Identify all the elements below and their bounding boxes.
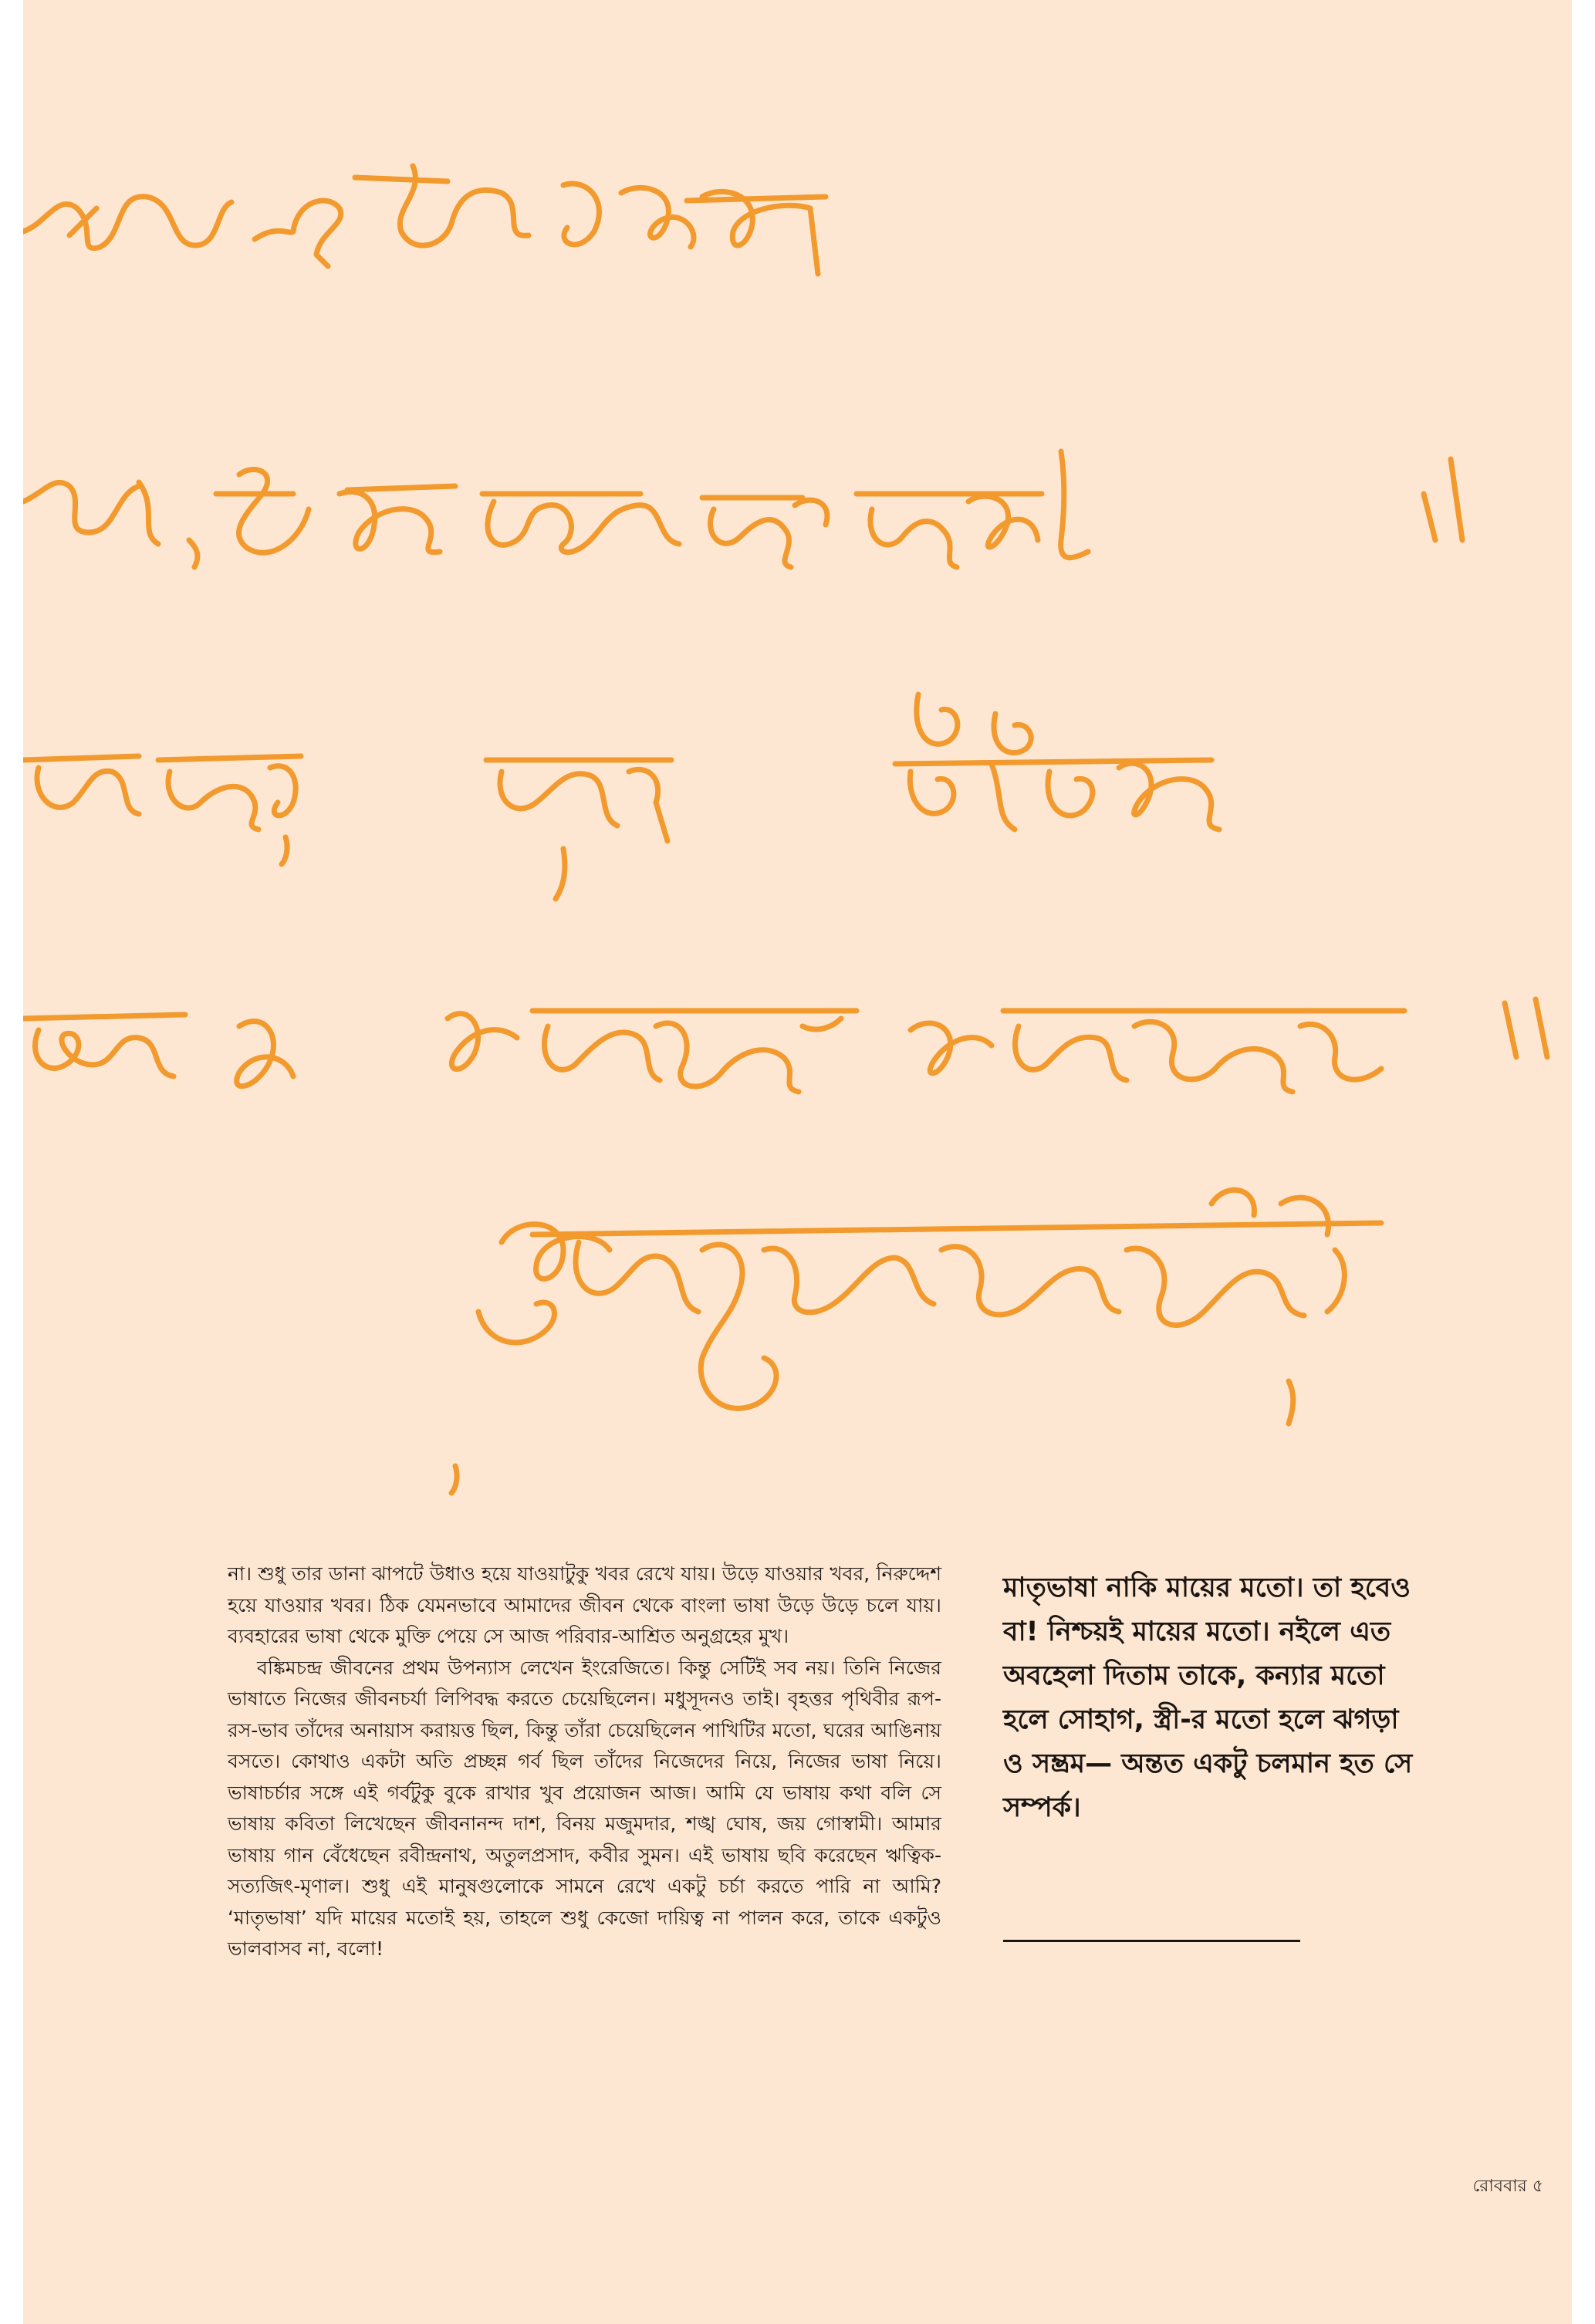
handwritten-line-3 bbox=[23, 694, 1219, 899]
article-paragraph-1: না। শুধু তার ডানা ঝাপটে উধাও হয়ে যাওয়াটুকু খবর রেখে যায়। উড়ে যাওয়ার খবর, নিরুদ্দেশ হয়ে যাওয়ার খবর। ঠিক যেমনভাবে আমাদের জীবন থেকে বাংলা ভাষা উড়ে উড়ে চলে যায়। ব্যবহারের ভাষা থেকে মুক্তি পেয়ে সে আজ পরিবার-আশ্রিত অনুগ্রহের মুখ। bbox=[228, 1562, 941, 1647]
page-background bbox=[23, 0, 1572, 2324]
handwritten-line-1 bbox=[23, 166, 826, 274]
handwritten-line-2 bbox=[23, 451, 1462, 567]
page-footer: রোববার ৫ bbox=[1472, 2177, 1543, 2196]
handwritten-line-4 bbox=[23, 999, 1547, 1092]
article-paragraph-2: বঙ্কিমচন্দ্র জীবনের প্রথম উপন্যাস লেখেন ইংরেজিতে। কিন্তু সেটিই সব নয়। তিনি নিজের ভাষাতে নিজের জীবনচর্যা লিপিবদ্ধ করতে চেয়েছিলেন। মধুসূদনও তাই। বৃহত্তর পৃথিবীর রূপ-রস-ভাব তাঁদের অনায়াস করায়ত্ত ছিল, কিন্তু তাঁরা চেয়েছিলেন পাখিটির মতো, ঘরের আঙিনায় বসতে। কোথাও একটা অতি প্রচ্ছন্ন গর্ব ছিল তাঁদের নিজেদের নিয়ে, নিজের ভাষা নিয়ে। ভাষাচর্চার সঙ্গে এই গর্বটুকু বুকে রাখার খুব প্রয়োজন আজ। আমি যে ভাষায় কথা বলি সে ভাষায় কবিতা লিখেছেন জীবনানন্দ দাশ, বিনয় মজুমদার, শঙ্খ ঘোষ, জয় গোস্বামী। আমার ভাষায় গান বেঁধেছেন রবীন্দ্রনাথ, অতুলপ্রসাদ, কবীর সুমন। এই ভাষায় ছবি করেছেন ঋত্বিক-সত্যজিৎ-মৃণাল। শুধু এই মানুষগুলোকে সামনে রেখে একটু চর্চা করতে পারি না আমি? ‘মাতৃভাষা’ যদি মায়ের মতোই হয়, তাহলে শুধু কেজো দায়িত্ব না পালন করে, তাকে একটুও ভালবাসব না, বলো! bbox=[228, 1656, 941, 1960]
handwritten-signature bbox=[451, 1190, 1381, 1493]
handwritten-poem-image bbox=[23, 0, 1572, 1512]
pull-quote: মাতৃভাষা নাকি মায়ের মতো। তা হবেও বা! নিশ্চয়ই মায়ের মতো। নইলে এত অবহেলা দিতাম তাকে, কন্যার মতো হলে সোহাগ, স্ত্রী-র মতো হলে ঝগড়া ও সম্ভ্রম— অন্তত একটু চলমান হত সে সম্পর্ক। bbox=[1003, 1572, 1413, 1823]
pull-quote-rule bbox=[1003, 1940, 1300, 1942]
article-body bbox=[228, 1559, 941, 1965]
